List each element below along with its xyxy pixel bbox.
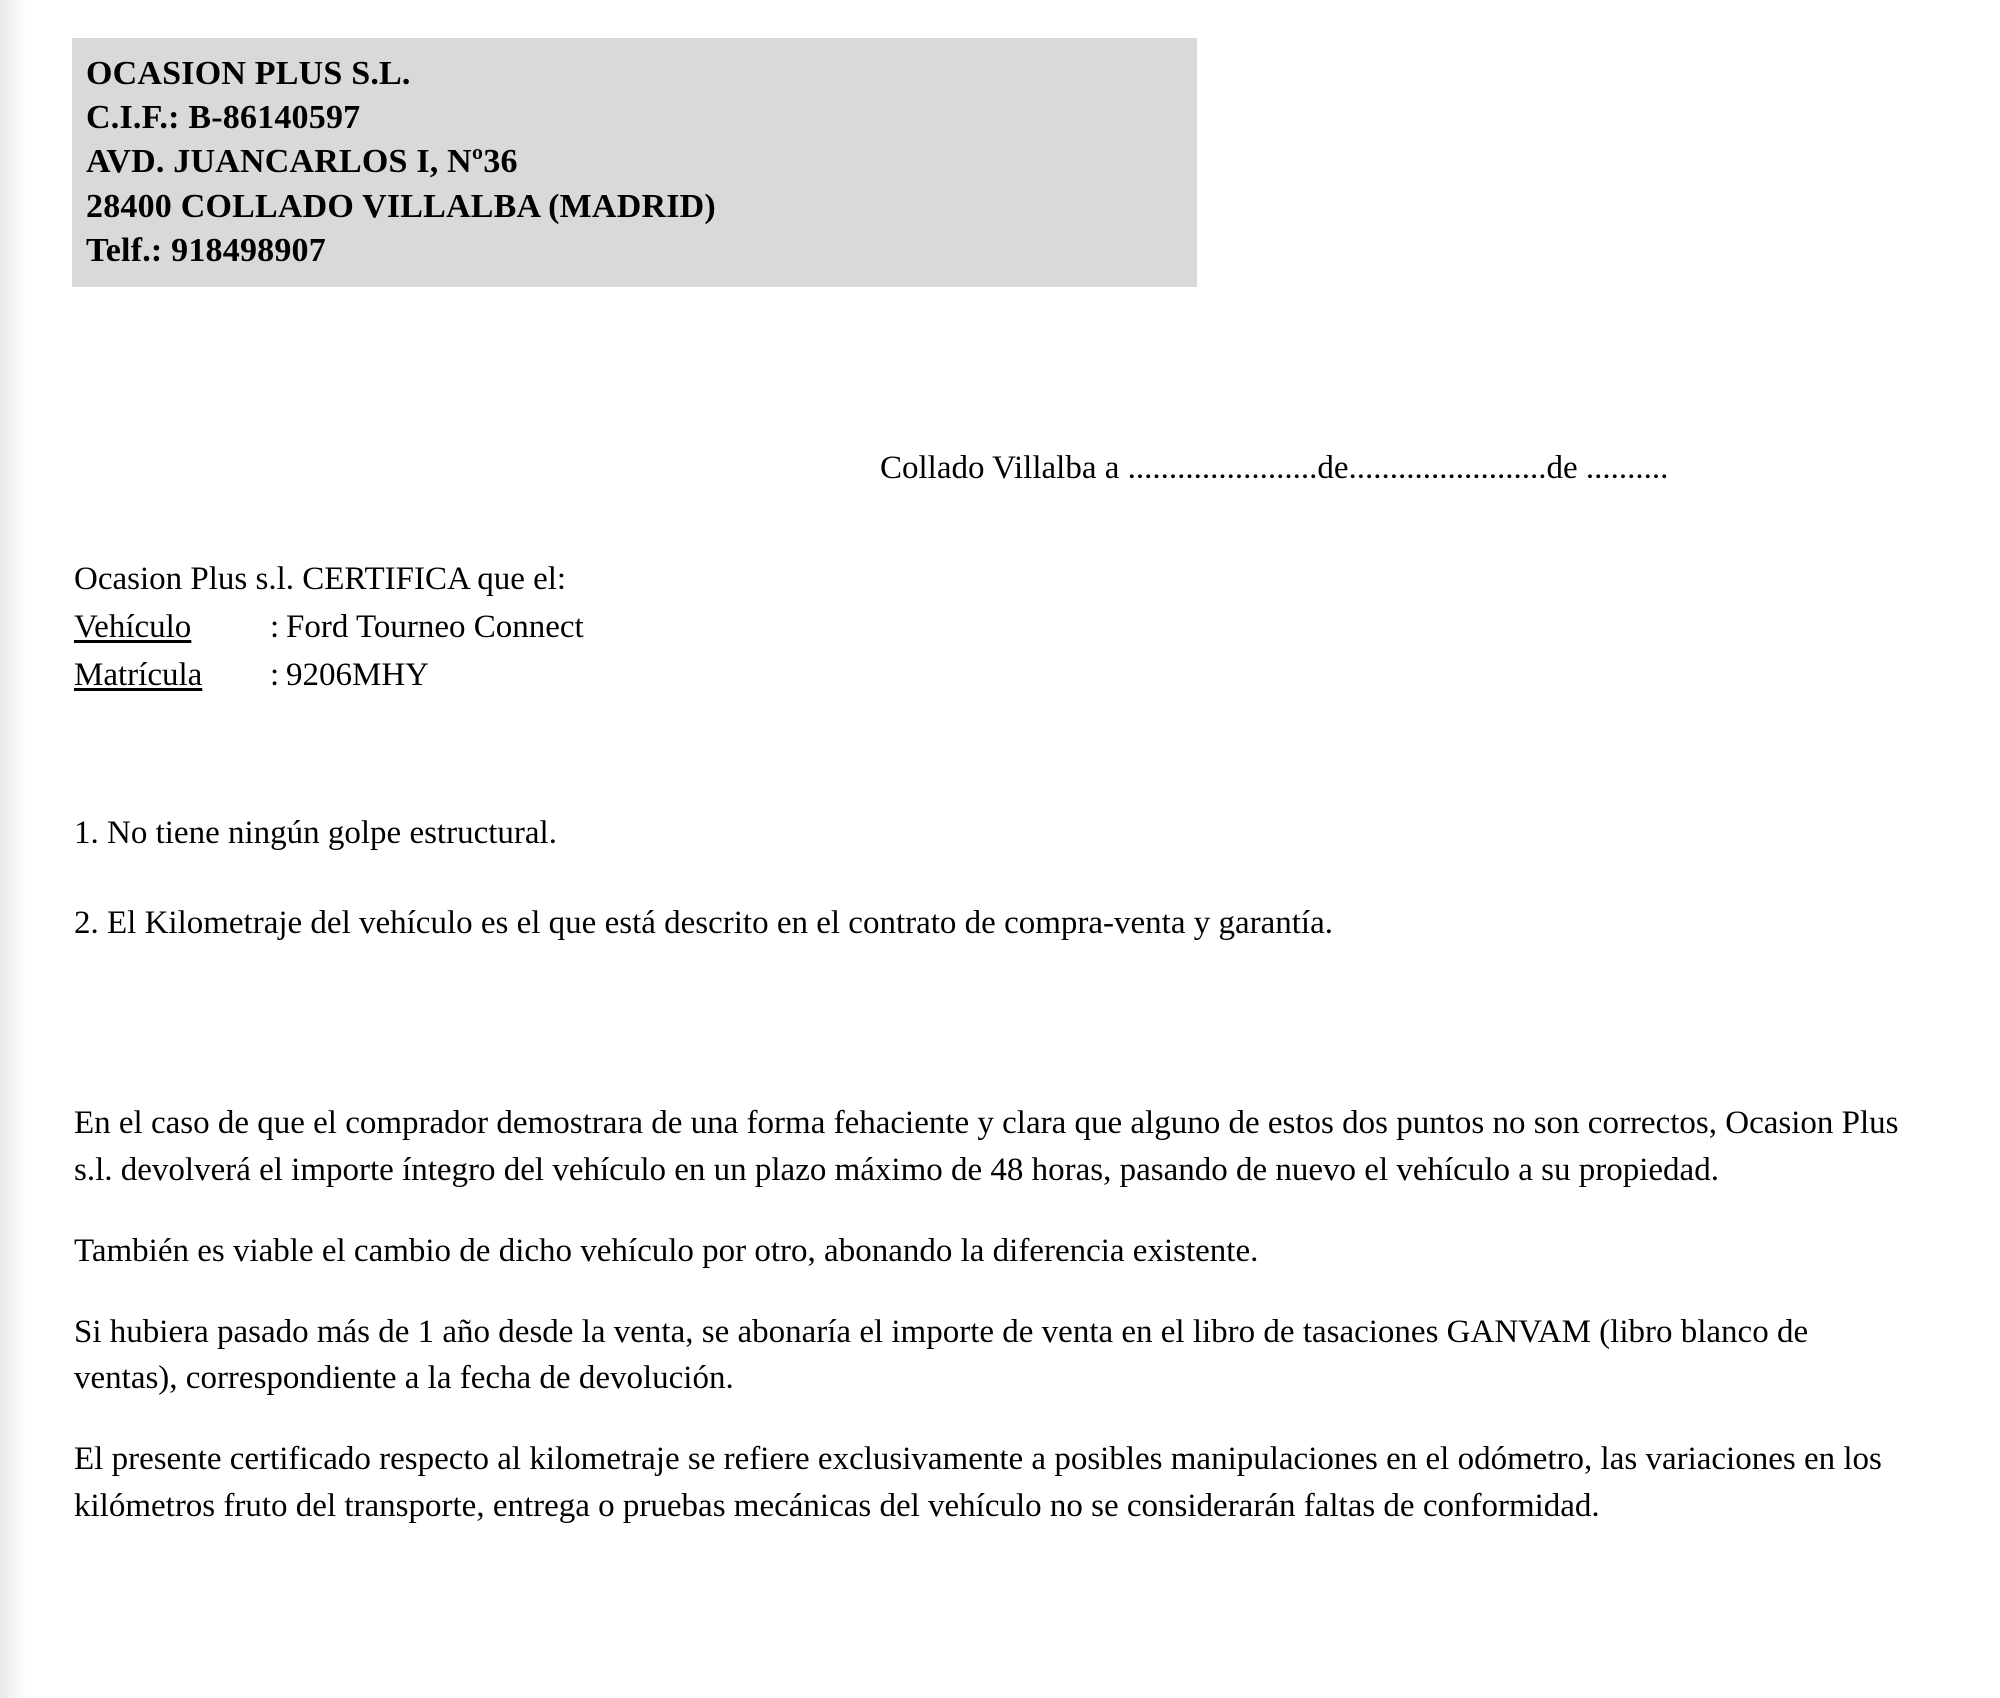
company-cif: C.I.F.: B-86140597 <box>86 99 361 137</box>
certified-point-1: 1. No tiene ningún golpe estructural. <box>74 815 557 851</box>
date-line: Collado Villalba a .......................de........................de .......... <box>880 450 1669 486</box>
field-plate <box>74 651 584 699</box>
company-street: AVD. JUANCARLOS I, Nº36 <box>86 143 518 181</box>
body-paragraph-3: Si hubiera pasado más de 1 año desde la venta, se abonaría el importe de venta en el libro de tasaciones GANVAM (libro blanco de ventas), correspondiente a la fecha de devolución. <box>74 1313 1809 1397</box>
certifies-intro: Ocasion Plus s.l. CERTIFICA que el: <box>74 561 567 597</box>
field-plate-label: Matrícula <box>74 657 203 694</box>
certification-block <box>74 555 584 700</box>
company-name: OCASION PLUS S.L. <box>86 55 411 92</box>
document-body <box>74 1100 1914 1530</box>
company-letterhead <box>72 38 1197 287</box>
company-city: 28400 COLLADO VILLALBA (MADRID) <box>86 187 716 225</box>
field-plate-separator: : <box>270 657 280 694</box>
field-vehicle-separator: : <box>270 609 280 646</box>
body-paragraph-4: El presente certificado respecto al kilometraje se refiere exclusivamente a posibles manipulaciones en el odómetro, las variaciones en los kilómetros fruto del transporte, entrega o pruebas mecánicas del vehículo no se considerarán faltas de conformidad. <box>74 1441 1882 1525</box>
body-paragraph-1: En el caso de que el comprador demostrara de una forma fehaciente y clara que alguno de estos dos puntos no son correctos, Ocasion Plus s.l. devolverá el importe íntegro del vehículo en un plazo máximo de 48 horas, pasando de nuevo el vehículo a su propiedad. <box>74 1105 1899 1188</box>
field-vehicle <box>74 603 584 651</box>
field-vehicle-value: Ford Tourneo Connect <box>286 609 584 646</box>
certified-point-2: 2. El Kilometraje del vehículo es el que está descrito en el contrato de compra-venta y garantía. <box>74 905 1333 942</box>
field-vehicle-label: Vehículo <box>74 609 192 646</box>
certified-points-list <box>74 810 1904 990</box>
company-phone: Telf.: 918498907 <box>86 231 326 269</box>
body-paragraph-2: También es viable el cambio de dicho vehículo por otro, abonando la diferencia existente. <box>74 1232 1259 1269</box>
field-plate-value: 9206MHY <box>286 657 430 694</box>
scan-edge-shadow <box>0 0 26 1698</box>
